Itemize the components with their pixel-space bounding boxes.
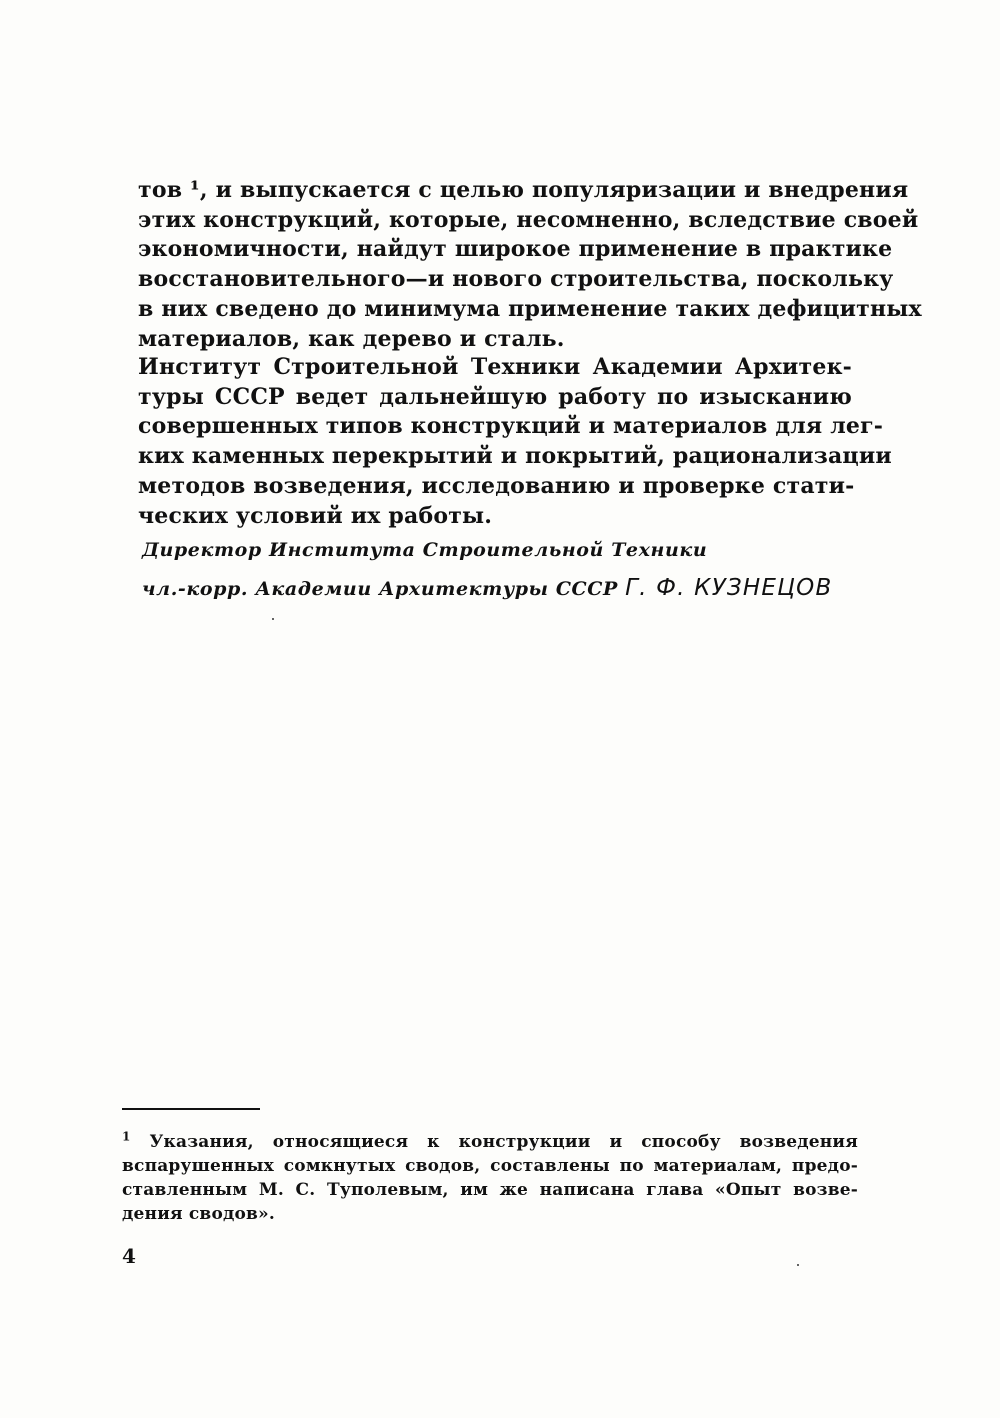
signature-author-name: Г. Ф. КУЗНЕЦОВ bbox=[625, 575, 833, 601]
footnote-line-1-text: Указания, относящиеся к конструкции и способу возведения bbox=[149, 1132, 858, 1152]
paragraph-1-line-3: экономичности, найдут широкое применение в практике bbox=[138, 236, 893, 263]
paragraph-2-line-4: ких каменных перекрытий и покрытий, рационализации bbox=[138, 443, 892, 470]
paragraph-1-line-6: материалов, как дерево и сталь. bbox=[138, 325, 565, 352]
paragraph-1-line-5: в них сведено до минимума применение таких дефицитных bbox=[138, 295, 922, 322]
footnote-line-2: вспарушенных сомкнутых сводов, составлены по материалам, предо- bbox=[122, 1156, 858, 1176]
footnote-line-4: дения сводов». bbox=[122, 1204, 276, 1224]
footnote-divider bbox=[122, 1108, 260, 1110]
body-paragraph-2 bbox=[138, 353, 892, 531]
print-speck bbox=[797, 1264, 799, 1266]
paragraph-1-line-4: восстановительного—и нового строительства, поскольку bbox=[138, 266, 894, 293]
paragraph-1-line-2: этих конструкций, которые, несомненно, вследствие своей bbox=[138, 206, 919, 233]
footnote bbox=[122, 1130, 858, 1226]
footnote-line-3: ставленным М. С. Туполевым, им же написана глава «Опыт возве- bbox=[122, 1180, 858, 1200]
paragraph-2-line-6: ческих условий их работы. bbox=[138, 502, 493, 529]
signature-position: чл.-корр. Академии Архитектуры СССР bbox=[142, 578, 618, 600]
print-speck bbox=[272, 618, 274, 620]
signature-name-line bbox=[142, 575, 852, 601]
paragraph-2-line-2: туры СССР ведет дальнейшую работу по изысканию bbox=[138, 383, 852, 410]
paragraph-2-line-3: совершенных типов конструкций и материалов для лег- bbox=[138, 413, 884, 440]
page-number: 4 bbox=[122, 1244, 136, 1268]
paragraph-2-line-1: Институт Строительной Техники Академии Архитек- bbox=[138, 354, 852, 380]
body-paragraph-1 bbox=[138, 176, 922, 354]
footnote-marker: 1 bbox=[122, 1129, 131, 1144]
paragraph-2-line-5: методов возведения, исследованию и проверке стати- bbox=[138, 472, 855, 499]
signature-title-line: Директор Института Строительной Техники bbox=[142, 539, 708, 561]
footnote-line-1 bbox=[122, 1130, 858, 1154]
paragraph-1-line-1: тов ¹, и выпускается с целью популяризации и внедрения bbox=[138, 177, 909, 203]
